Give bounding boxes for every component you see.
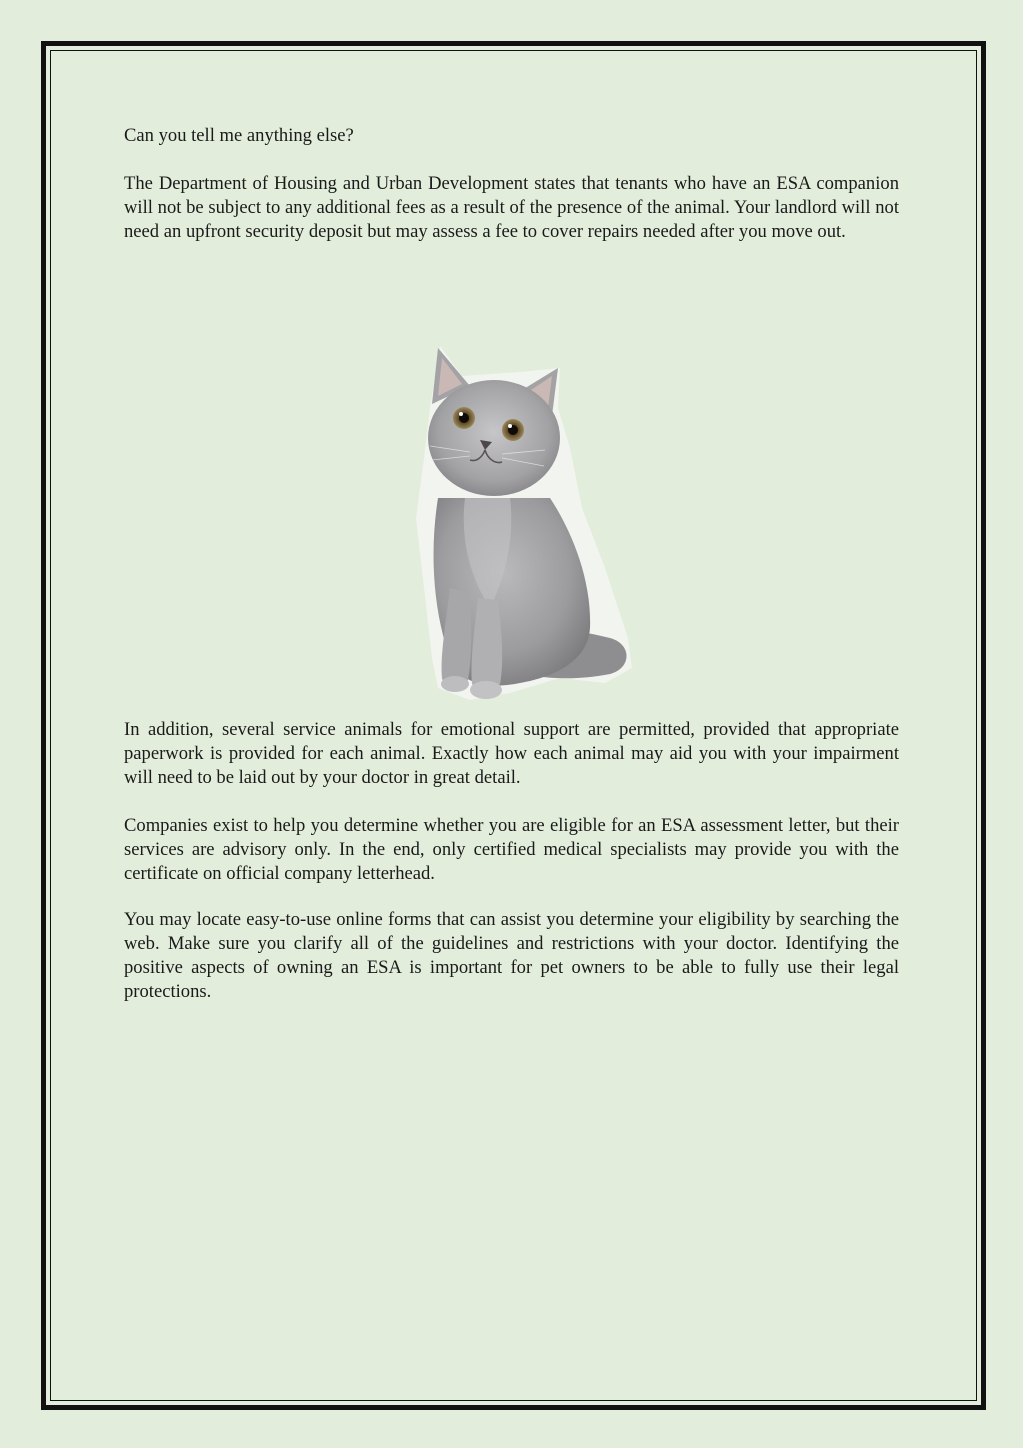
heading-text: Can you tell me anything else? <box>124 125 354 146</box>
paragraph-text: Companies exist to help you determine whether you are eligible for an ESA assessment letter, but their services are advisory only. In the end, only certified medical specialists may provide you with the certificate on official company letterhead. <box>124 815 899 884</box>
paragraph-text: In addition, several service animals for emotional support are permitted, provided that appropriate paperwork is provided for each animal. Exactly how each animal may aid you with your impairment will need to be laid out by your doctor in great detail. <box>124 719 899 788</box>
paragraph-service-animals <box>124 718 899 790</box>
section-heading <box>124 124 899 148</box>
paragraph-text: The Department of Housing and Urban Development states that tenants who have an ESA companion will not be subject to any additional fees as a result of the presence of the animal. Your landlord will not need an upfront security deposit but may assess a fee to cover repairs needed after you move out. <box>124 173 899 242</box>
gray-kitten-image <box>410 338 635 704</box>
paragraph-companies <box>124 814 899 886</box>
kitten-illustration <box>410 338 635 704</box>
kitten-head <box>428 380 560 496</box>
paragraph-text: You may locate easy-to-use online forms that can assist you determine your eligibility by searching the web. Make sure you clarify all of the guidelines and restrictions with your doctor. Identifying the positive aspects of owning an ESA is important for pet owners to be able to fully use their legal protections. <box>124 909 899 1002</box>
paragraph-online-forms <box>124 908 899 1004</box>
paragraph-hud-fees <box>124 172 899 244</box>
